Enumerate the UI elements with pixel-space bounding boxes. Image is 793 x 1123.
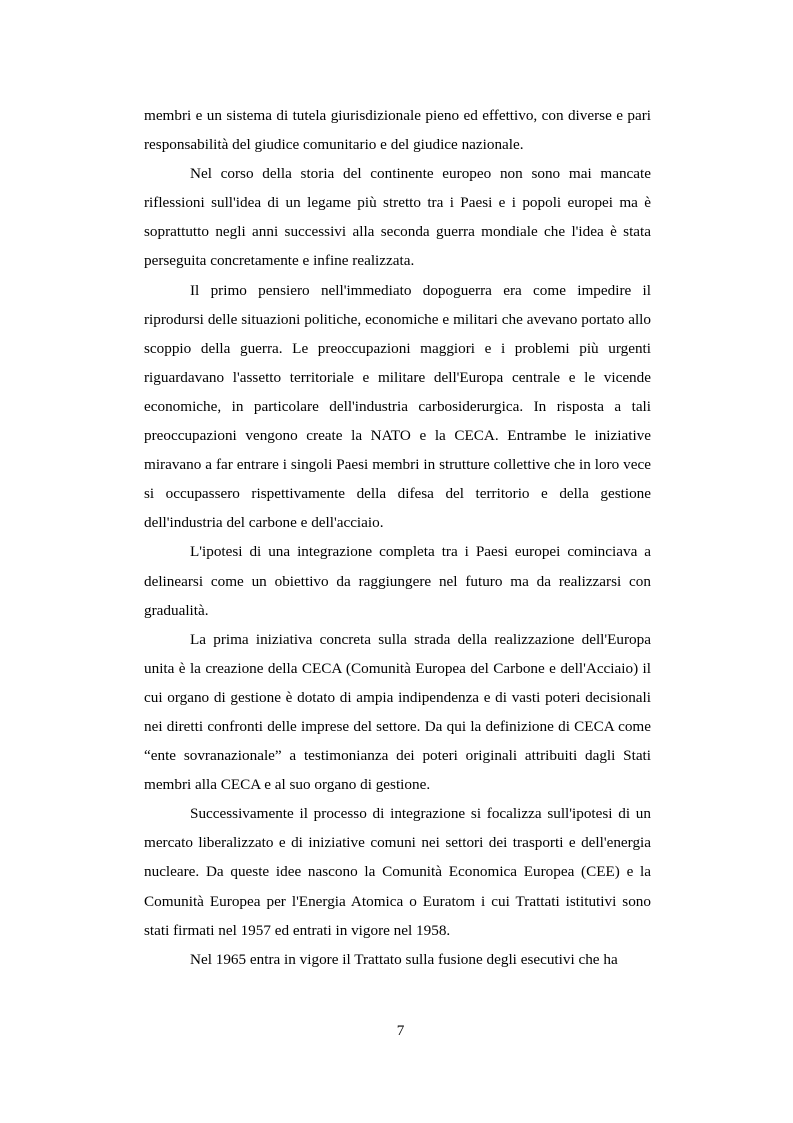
document-body bbox=[144, 101, 651, 974]
paragraph-cee-euratom: Successivamente il processo di integrazione si focalizza sull'ipotesi di un mercato liberalizzato e di iniziative comuni nei settori dei trasporti e dell'energia nucleare. Da queste idee nascono la Comunità Economica Europea (CEE) e la Comunità Europea per l'Energia Atomica o Euratom i cui Trattati istitutivi sono stati firmati nel 1957 ed entrati in vigore nel 1958. bbox=[144, 805, 651, 939]
page-number: 7 bbox=[396, 1022, 405, 1039]
paragraph-gradual-integration: L'ipotesi di una integrazione completa tra i Paesi europei cominciava a delinearsi come un obiettivo da raggiungere nel futuro ma da realizzarsi con gradualità. bbox=[144, 543, 651, 619]
paragraph-merger-treaty: Nel 1965 entra in vigore il Trattato sulla fusione degli esecutivi che ha bbox=[190, 950, 618, 968]
paragraph-historical-context: Nel corso della storia del continente europeo non sono mai mancate riflessioni sull'idea di un legame più stretto tra i Paesi e i popoli europei ma è soprattutto negli anni successivi alla seconda guerra mondiale che l'idea è stata perseguita concretamente e infine realizzata. bbox=[144, 165, 651, 270]
paragraph-postwar-nato-ceca: Il primo pensiero nell'immediato dopoguerra era come impedire il riprodursi delle situazioni politiche, economiche e militari che avevano portato allo scoppio della guerra. Le preoccupazioni maggiori e i problemi più urgenti riguardavano l'assetto territoriale e militare dell'Europa centrale e le vicende economiche, in particolare dell'industria carbosiderurgica. In risposta a tali preoccupazioni vengono create la NATO e la CECA. Entrambe le iniziative miravano a far entrare i singoli Paesi membri in strutture collettive che in loro vece si occupassero rispettivamente della difesa del territorio e della gestione dell'industria del carbone e dell'acciaio. bbox=[144, 281, 651, 532]
paragraph-continuation: membri e un sistema di tutela giurisdizionale pieno ed effettivo, con diverse e pari responsabilità del giudice comunitario e del giudice nazionale. bbox=[144, 107, 651, 154]
paragraph-ceca-creation: La prima iniziativa concreta sulla strada della realizzazione dell'Europa unita è la creazione della CECA (Comunità Europea del Carbone e dell'Acciaio) il cui organo di gestione è dotato di ampia indipendenza e di vasti poteri decisionali nei diretti confronti delle imprese del settore. Da qui la definizione di CECA come “ente sovranazionale” a testimonianza dei poteri originali attribuiti dagli Stati membri alla CECA e al suo organo di gestione. bbox=[144, 630, 651, 794]
